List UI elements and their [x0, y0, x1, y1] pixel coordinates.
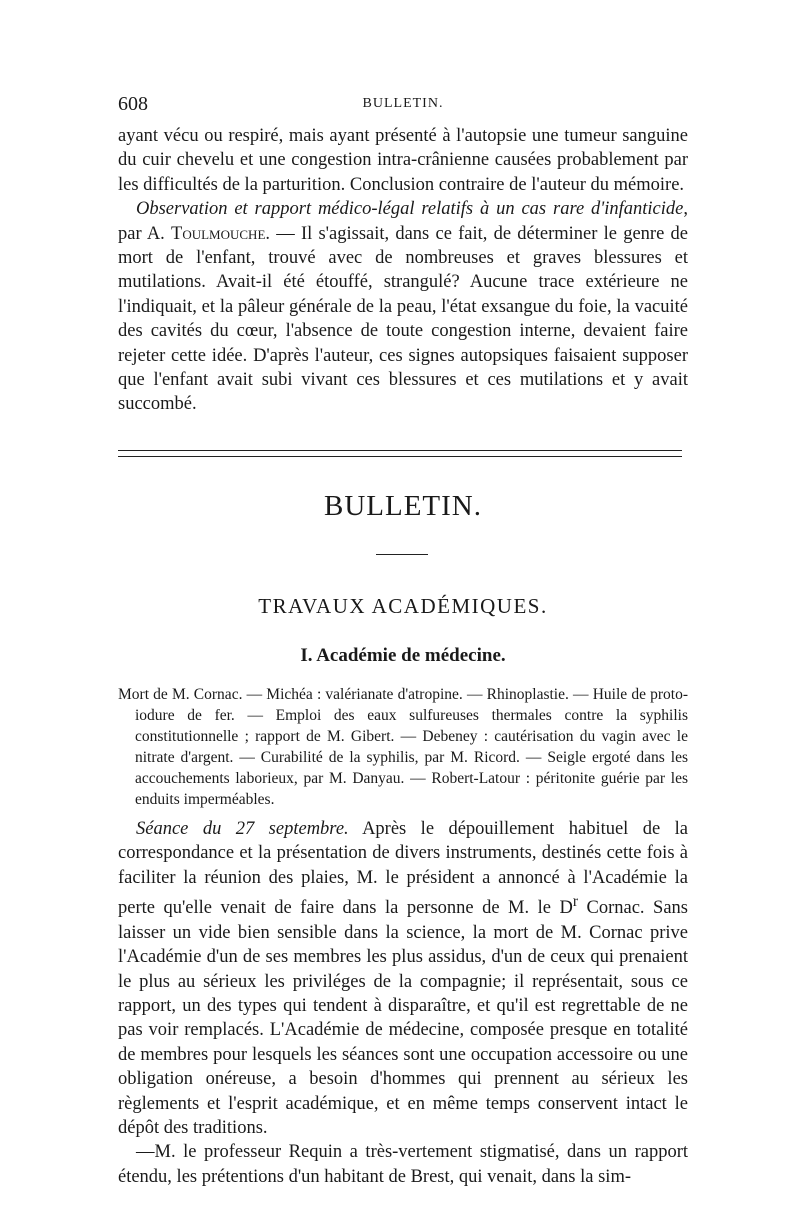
running-title: BULLETIN. — [362, 96, 444, 111]
paragraph-toulmouche — [118, 197, 688, 417]
subsection-title: I. Académie de médecine. — [300, 645, 506, 666]
bulletin-title: BULLETIN. — [324, 490, 482, 522]
running-head — [118, 93, 688, 119]
page-number: 608 — [118, 93, 148, 115]
paragraph-rest: . — Il s'agissait, dans ce fait, de déterminer le genre de mort de l'enfant, trouvé avec de nombreuses et graves blessures et mutilations. Avait-il été étouffé, strangulé? Aucune trace extérieure ne l'indiquait, et la pâleur générale de la peau, l'état exsangue du foie, la vacuité des cavités du cœur, l'absence de toute congestion interne, devaient faire rejeter cette idée. D'après l'auteur, ces signes autopsiques faisaient supposer que l'enfant avait subi vivant ces blessures et ces mutilations et y avait succombé. — [118, 223, 688, 415]
summary-block — [118, 684, 688, 810]
author-name: Toulmouche — [171, 223, 266, 244]
session-date: Séance du 27 septembre. — [136, 819, 349, 839]
body-text-block — [118, 817, 688, 1189]
section-title: TRAVAUX ACADÉMIQUES. — [258, 594, 548, 618]
by-text: , par A. — [118, 199, 688, 244]
session-paragraph — [118, 817, 688, 1140]
session-text-b: Cornac. Sans laisser un vide bien sensible dans la science, la mort de M. Cornac prive l'Académie d'un de ses membres les plus assidus, d'un de ceux qui prenaient le plus au sérieux les priviléges de la compagnie; il représentait, sous ce rapport, un des types qui tendent à disparaître, et qu'il est regrettable de ne pas voir remplacés. L'Académie de médecine, composée presque en totalité de membres pour lesquels les séances sont une occupation accessoire ou une obligation onéreuse, a besoin d'hommes qui prennent au sérieux les règlements et l'esprit académique, et en même temps conservent intact le dépôt des traditions. — [118, 898, 688, 1139]
short-rule-divider — [376, 554, 428, 555]
paragraph-continuation: ayant vécu ou respiré, mais ayant présenté à l'autopsie une tumeur sanguine du cuir chevelu et une congestion intra-crânienne causées probablement par les difficultés de la parturition. Conclusion contraire de l'auteur du mémoire. — [118, 126, 688, 195]
double-rule-divider — [118, 450, 682, 457]
top-text-block — [118, 124, 688, 417]
session-text-a: Après le dépouillement habituel de la correspondance et la présentation de divers instruments, destinés cette fois à faciliter la réunion des plaies, M. le président a annoncé à l'Académie la perte qu'elle venait de faire dans la personne de M. le D — [118, 819, 688, 919]
observation-title: Observation et rapport médico-légal relatifs à un cas rare d'infanticide — [136, 199, 684, 220]
doctor-superscript: r — [572, 893, 578, 911]
requin-paragraph: —M. le professeur Requin a très-vertement stigmatisé, dans un rapport étendu, les prétentions d'un habitant de Brest, qui venait, dans la sim- — [118, 1142, 688, 1187]
summary-text: Mort de M. Cornac. — Michéa : valérianate d'atropine. — Rhinoplastie. — Huile de proto-iodure de fer. — Emploi des eaux sulfureuses thermales contre la syphilis constitutionnelle ; rapport de M. Gibert. — Debeney : cautérisation du vagin avec le nitrate d'argent. — Curabilité de la syphilis, par M. Ricord. — Seigle ergoté dans les accouchements laborieux, par M. Danyau. — Robert-Latour : péritonite guérie par les enduits imperméables. — [118, 686, 688, 808]
